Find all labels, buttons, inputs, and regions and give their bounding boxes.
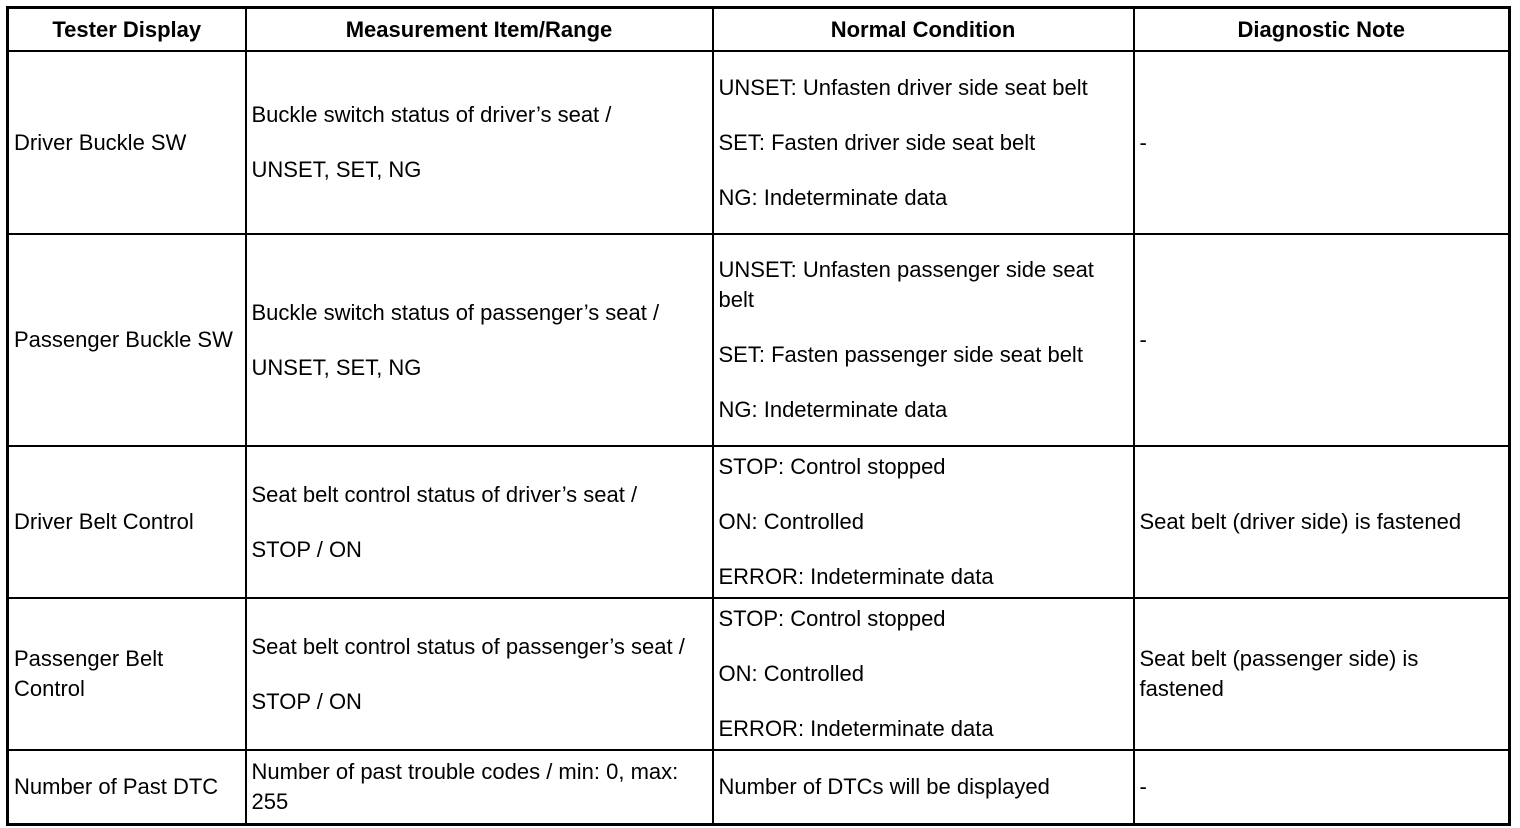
condition-line: STOP: Control stopped [718,454,946,479]
header-measurement-item-range: Measurement Item/Range [246,8,713,52]
header-row [8,8,1510,52]
header-tester-display: Tester Display [8,8,246,52]
diagnostic-data-table [6,6,1511,826]
measurement-cell [246,234,713,446]
note-cell: - [1134,51,1510,234]
tester-display-cell: Driver Buckle SW [8,51,246,234]
condition-line: Number of DTCs will be displayed [718,773,1050,799]
note-cell: - [1134,234,1510,446]
note-cell: Seat belt (driver side) is fastened [1134,446,1510,598]
measurement-line: STOP / ON [251,536,362,562]
measurement-line: UNSET, SET, NG [251,157,422,182]
measurement-line: Seat belt control status of driver’s seat / [251,481,638,507]
note-cell: - [1134,750,1510,824]
measurement-cell [246,598,713,750]
tester-display-cell: Passenger Buckle SW [8,234,246,446]
condition-line: ERROR: Indeterminate data [718,564,994,589]
condition-line: UNSET: Unfasten passenger side seat belt [718,257,1094,312]
tester-display-cell: Driver Belt Control [8,446,246,598]
table-row [8,750,1510,824]
table-row [8,51,1510,234]
condition-line: SET: Fasten driver side seat belt [718,129,1036,155]
condition-cell [713,750,1134,824]
header-diagnostic-note: Diagnostic Note [1134,8,1510,52]
condition-cell [713,234,1134,446]
condition-line: NG: Indeterminate data [718,397,948,422]
condition-line: SET: Fasten passenger side seat belt [718,342,1083,367]
condition-line: NG: Indeterminate data [718,184,948,210]
measurement-line: STOP / ON [251,688,362,714]
measurement-line: UNSET, SET, NG [251,354,422,380]
condition-line: ON: Controlled [718,661,865,686]
table-row [8,234,1510,446]
condition-line: ON: Controlled [718,509,865,534]
tester-display-cell: Passenger Belt Control [8,598,246,750]
measurement-cell [246,750,713,824]
measurement-cell [246,51,713,234]
condition-cell [713,598,1134,750]
measurement-cell [246,446,713,598]
measurement-line: Buckle switch status of passenger’s seat / [251,299,660,325]
measurement-line: Number of past trouble codes / min: 0, max: 255 [251,758,679,814]
condition-line: ERROR: Indeterminate data [718,716,994,741]
table-row [8,446,1510,598]
measurement-line: Buckle switch status of driver’s seat / [251,102,612,127]
condition-line: STOP: Control stopped [718,606,946,631]
measurement-line: Seat belt control status of passenger’s seat / [251,633,685,659]
table-row [8,598,1510,750]
condition-cell [713,51,1134,234]
condition-cell [713,446,1134,598]
tester-display-cell: Number of Past DTC [8,750,246,824]
note-cell: Seat belt (passenger side) is fastened [1134,598,1510,750]
header-normal-condition: Normal Condition [713,8,1134,52]
condition-line: UNSET: Unfasten driver side seat belt [718,74,1088,100]
